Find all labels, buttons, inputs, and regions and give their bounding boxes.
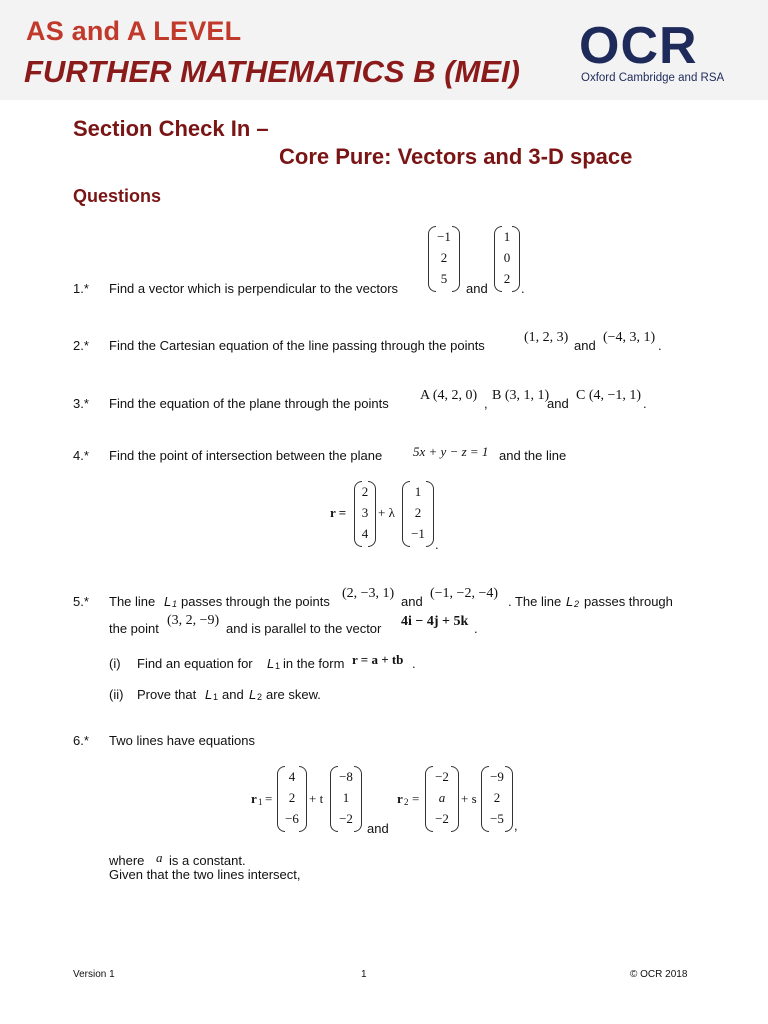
line-r-equals: r =: [330, 505, 347, 520]
line-symbol: L: [249, 687, 257, 702]
vector-form: r = a + tb: [352, 652, 404, 667]
question-text: the point: [109, 621, 159, 636]
r2-subscript: 2: [404, 797, 409, 807]
equals: =: [412, 791, 420, 806]
r1-subscript: 1: [258, 797, 263, 807]
plane-equation: 5x + y − z = 1: [413, 444, 489, 459]
point-c: C (4, −1, 1): [576, 388, 642, 403]
question-number: 2.*: [73, 338, 89, 353]
constant-a: a: [156, 850, 163, 865]
comma: ,: [514, 818, 518, 833]
line-symbol: L: [566, 594, 574, 609]
subject-title: FURTHER MATHEMATICS B (MEI): [24, 54, 520, 89]
point-1: (1, 2, 3): [524, 330, 569, 345]
part-i-text: Find an equation for: [137, 656, 253, 671]
footer-copyright: © OCR 2018: [630, 969, 688, 980]
period: .: [474, 621, 478, 636]
plus-t: + t: [309, 791, 324, 806]
qualification-level: AS and A LEVEL: [26, 16, 242, 46]
line-symbol: L: [164, 594, 172, 609]
line-label-text: The line: [109, 594, 156, 609]
question-text: Find the Cartesian equation of the line passing through the points: [109, 338, 485, 353]
line-subscript: 2: [574, 599, 580, 609]
line-subscript: 1: [172, 599, 178, 609]
and-text: and: [401, 594, 423, 609]
point-2: (−1, −2, −4): [430, 586, 499, 601]
plus-lambda: + λ: [378, 505, 395, 520]
and-text: and: [574, 338, 596, 353]
r1-position-vector: 4 2 −6: [277, 766, 307, 830]
ocr-logo: [575, 17, 745, 88]
direction-vector: 1 2 −1: [402, 481, 434, 545]
part-ii-number: (ii): [109, 687, 124, 702]
point-a: A (4, 2, 0): [420, 388, 478, 403]
direction-vector: 4i − 4j + 5k: [401, 614, 469, 629]
line-subscript: 2: [257, 692, 263, 702]
line-symbol: L: [267, 656, 275, 671]
question-text: passes through the points: [181, 594, 330, 609]
period: .: [412, 656, 416, 671]
r2-label: r: [397, 791, 403, 806]
question-text: Find the equation of the plane through the points: [109, 396, 389, 411]
question-number: 3.*: [73, 396, 89, 411]
comma: ,: [484, 396, 488, 411]
where-text: where: [109, 853, 145, 868]
logo-wordmark: OCR: [579, 17, 698, 75]
period: .: [435, 537, 439, 552]
part-i-number: (i): [109, 656, 121, 671]
question-text: Find the point of intersection between the plane: [109, 448, 383, 463]
and-text: and: [547, 396, 569, 411]
given-text: Given that the two lines intersect,: [109, 867, 301, 882]
r1-direction-vector: −8 1 −2: [330, 766, 362, 830]
document-title-line1: Section Check In –: [73, 116, 269, 141]
and-text: and: [466, 281, 488, 296]
question-tail: and the line: [499, 448, 567, 463]
point-1: (2, −3, 1): [342, 586, 395, 601]
part-ii-text: Prove that: [137, 687, 197, 702]
line-subscript: 1: [275, 661, 281, 671]
header-band: [0, 0, 768, 100]
position-vector: 2 3 4: [354, 481, 376, 545]
where-text: is a constant.: [169, 853, 246, 868]
footer-page-number: 1: [361, 969, 367, 980]
question-number: 5.*: [73, 594, 89, 609]
question-number: 4.*: [73, 448, 89, 463]
question-text: Find a vector which is perpendicular to the vectors: [109, 281, 399, 296]
question-text: and is parallel to the vector: [226, 621, 382, 636]
point-b: B (3, 1, 1): [492, 388, 550, 403]
point-3: (3, 2, −9): [167, 613, 220, 628]
r2-position-vector: −2 a −2: [425, 766, 459, 830]
equals: =: [265, 791, 273, 806]
vector-1: −1 2 5: [428, 226, 460, 290]
r1-label: r: [251, 791, 257, 806]
section-heading: Questions: [73, 186, 162, 206]
line-subscript: 1: [213, 692, 219, 702]
document-title-line2: Core Pure: Vectors and 3-D space: [279, 144, 633, 169]
period: .: [521, 281, 525, 296]
plus-s: + s: [461, 791, 477, 806]
part-ii-text: are skew.: [266, 687, 321, 702]
question-number: 6.*: [73, 733, 89, 748]
line-symbol: L: [205, 687, 213, 702]
footer-version: Version 1: [73, 969, 115, 980]
question-text: passes through: [584, 594, 673, 609]
question-text: Two lines have equations: [109, 733, 255, 748]
and-text: and: [222, 687, 244, 702]
vector-2: 1 0 2: [494, 226, 520, 290]
point-2: (−4, 3, 1): [603, 330, 656, 345]
line-2-text: . The line: [508, 594, 562, 609]
period: .: [658, 338, 662, 353]
question-number: 1.*: [73, 281, 89, 296]
logo-subtitle: Oxford Cambridge and RSA: [581, 72, 725, 84]
r2-direction-vector: −9 2 −5: [481, 766, 513, 830]
part-i-text: in the form: [283, 656, 345, 671]
period: .: [643, 396, 647, 411]
and-text: and: [367, 821, 389, 836]
